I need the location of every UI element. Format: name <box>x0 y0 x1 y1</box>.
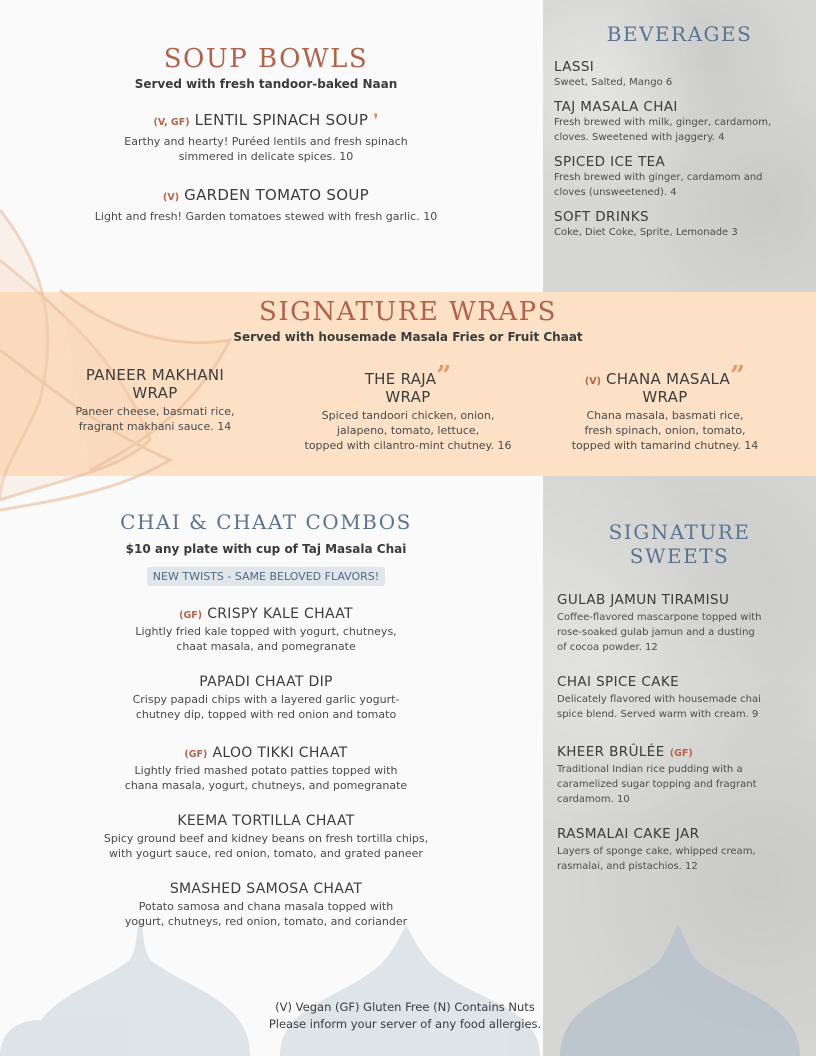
item-desc: caramelized sugar topping and fragrant <box>557 779 757 790</box>
sweets-list <box>557 592 809 874</box>
dietary-tag: (GF) <box>184 749 208 760</box>
item-desc: Light and fresh! Garden tomatoes stewed with fresh garlic. 10 <box>94 210 438 223</box>
item-desc: Coke, Diet Coke, Sprite, Lemonade 3 <box>554 227 738 238</box>
item-name: WRAP <box>132 384 178 402</box>
item-desc: spice blend. Served warm with cream. 9 <box>557 709 759 720</box>
beverage-item <box>554 209 809 240</box>
combo-item <box>0 813 532 861</box>
soup-title: SOUP BOWLS <box>163 44 369 74</box>
soup-item-tomato <box>0 185 532 224</box>
sweet-item <box>557 674 809 722</box>
sweets-title-line: SIGNATURE <box>608 520 751 544</box>
wrap-item-raja <box>283 361 533 453</box>
item-name: GULAB JAMUN TIRAMISU <box>557 592 730 608</box>
wrap-item-paneer <box>40 366 270 434</box>
combo-item <box>0 674 532 722</box>
combos-badge: NEW TWISTS - SAME BELOVED FLAVORS! <box>147 567 385 586</box>
item-desc: Earthy and hearty! Puréed lentils and fresh spinach <box>124 135 408 148</box>
item-name: LENTIL SPINACH SOUP <box>194 111 369 129</box>
item-name: SMASHED SAMOSA CHAAT <box>169 881 363 897</box>
item-name: PAPADI CHAAT DIP <box>199 674 333 690</box>
combos-title: CHAI & CHAAT COMBOS <box>120 510 412 534</box>
item-name: CHAI SPICE CAKE <box>557 674 680 690</box>
soup-item-lentil <box>0 110 532 164</box>
combo-item <box>0 881 532 929</box>
beverage-item <box>554 59 809 90</box>
soup-subtitle: Served with fresh tandoor-baked Naan <box>134 77 398 91</box>
combo-list <box>0 603 532 929</box>
item-desc: chaat masala, and pomegranate <box>176 640 356 653</box>
item-name: KEEMA TORTILLA CHAAT <box>177 813 355 829</box>
item-desc: chutney dip, topped with red onion and tomato <box>135 708 397 721</box>
item-desc: Layers of sponge cake, whipped cream, <box>557 846 756 857</box>
item-desc: cloves. Sweetened with jaggery. 4 <box>554 132 725 143</box>
dietary-tag: (GF) <box>669 748 693 759</box>
beverage-item <box>554 154 809 200</box>
item-desc: rasmalai, and pistachios. 12 <box>557 861 698 872</box>
item-desc: Lightly fried mashed potato patties topped with <box>134 764 398 777</box>
item-desc: topped with cilantro-mint chutney. 16 <box>304 439 512 452</box>
item-desc: Crispy papadi chips with a layered garlic yogurt- <box>132 693 400 706</box>
item-name: LASSI <box>554 59 595 75</box>
spicy-quote-icon: ” <box>730 361 746 391</box>
beverage-list <box>554 59 809 240</box>
item-desc: cloves (unsweetened). 4 <box>554 187 677 198</box>
item-desc: cardamom. 10 <box>557 794 630 805</box>
item-name: CHANA MASALA <box>606 370 731 388</box>
dome-decoration <box>0 920 816 1056</box>
combos-badge-wrap <box>0 565 532 586</box>
item-desc: Delicately flavored with housemade chai <box>557 694 761 705</box>
wrap-item-chana <box>550 361 780 453</box>
item-desc: Spiced tandoori chicken, onion, <box>321 409 495 422</box>
dietary-tag: (V, GF) <box>153 117 190 128</box>
item-name: ALOO TIKKI CHAAT <box>212 745 348 761</box>
combo-item <box>0 742 532 793</box>
wraps-subtitle: Served with housemade Masala Fries or Fruit Chaat <box>233 330 583 344</box>
combo-item <box>0 603 532 654</box>
footer <box>230 999 580 1033</box>
item-name: WRAP <box>642 388 688 406</box>
item-desc: rose-soaked gulab jamun and a dusting <box>557 627 755 638</box>
item-name: THE RAJA <box>364 370 437 388</box>
wraps-title: SIGNATURE WRAPS <box>259 297 557 327</box>
item-desc: fresh spinach, onion, tomato, <box>584 424 746 437</box>
lotus-decoration <box>0 200 280 520</box>
item-desc: Chana masala, basmati rice, <box>586 409 744 422</box>
sweets-title-line: SWEETS <box>629 544 730 568</box>
item-name: SPICED ICE TEA <box>554 154 666 170</box>
item-desc: Coffee-flavored mascarpone topped with <box>557 612 762 623</box>
item-desc: Potato samosa and chana masala topped with <box>138 900 394 913</box>
item-desc: Sweet, Salted, Mango 6 <box>554 77 673 88</box>
beverages-title: BEVERAGES <box>606 22 753 46</box>
item-desc: with yogurt sauce, red onion, tomato, and grated paneer <box>109 847 423 860</box>
sweet-item <box>557 741 809 807</box>
beverage-item <box>554 99 809 145</box>
item-desc: Lightly fried kale topped with yogurt, chutneys, <box>135 625 397 638</box>
item-desc: Fresh brewed with ginger, cardamom and <box>554 172 763 183</box>
dietary-tag: (V) <box>584 376 601 387</box>
item-name: WRAP <box>385 388 431 406</box>
item-name: SOFT DRINKS <box>554 209 649 225</box>
item-desc: simmered in delicate spices. 10 <box>178 150 354 163</box>
sweet-item <box>557 592 809 655</box>
item-desc: topped with tamarind chutney. 14 <box>571 439 759 452</box>
item-name: GARDEN TOMATO SOUP <box>184 186 369 204</box>
spicy-quote-icon: ” <box>436 361 452 391</box>
item-desc: Paneer cheese, basmati rice, <box>75 405 235 418</box>
dietary-tag: (GF) <box>179 610 203 621</box>
chili-pepper-icon: ❜ <box>373 110 379 129</box>
sweets-title <box>543 520 816 568</box>
item-name: PANEER MAKHANI <box>85 366 225 384</box>
footer-allergy-note: Please inform your server of any food allergies. <box>268 1017 542 1031</box>
item-desc: Spicy ground beef and kidney beans on fresh tortilla chips, <box>103 832 429 845</box>
item-name: KHEER BRÛLÉE <box>557 744 665 760</box>
item-desc: chana masala, yogurt, chutneys, and pomegranate <box>124 779 408 792</box>
footer-legend: (V) Vegan (GF) Gluten Free (N) Contains Nuts <box>275 1000 535 1014</box>
item-desc: yogurt, chutneys, red onion, tomato, and coriander <box>124 915 408 928</box>
sweet-item <box>557 826 809 874</box>
item-desc: of cocoa powder. 12 <box>557 642 658 653</box>
item-name: TAJ MASALA CHAI <box>554 99 678 115</box>
dietary-tag: (V) <box>163 192 180 203</box>
item-desc: jalapeno, tomato, lettuce, <box>336 424 480 437</box>
item-name: CRISPY KALE CHAAT <box>207 606 353 622</box>
item-desc: fragrant makhani sauce. 14 <box>78 420 232 433</box>
item-desc: Traditional Indian rice pudding with a <box>557 764 743 775</box>
item-desc: Fresh brewed with milk, ginger, cardamom, <box>554 117 772 128</box>
item-name: RASMALAI CAKE JAR <box>557 826 700 842</box>
combos-subtitle: $10 any plate with cup of Taj Masala Chai <box>125 542 407 556</box>
